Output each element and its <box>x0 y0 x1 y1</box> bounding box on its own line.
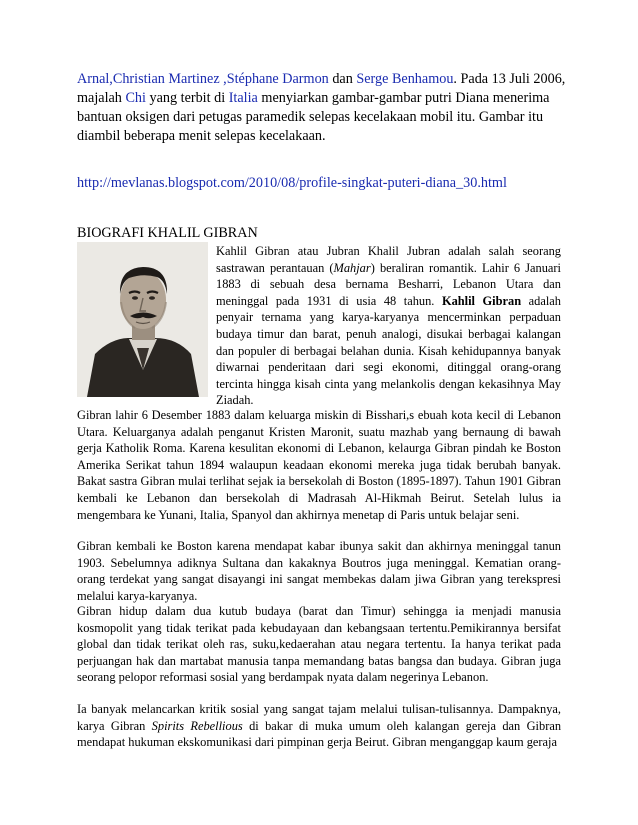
text-segment: . Pada 13 Juli 2006, majalah <box>77 71 566 106</box>
chi-link[interactable]: Chi <box>125 90 146 106</box>
and-word: dan <box>328 71 357 87</box>
source-url-link[interactable]: http://mevlanas.blogspot.com/2010/08/profile-singkat-puteri-diana_30.html <box>77 175 507 191</box>
mahjar-term: Mahjar <box>333 260 371 275</box>
intro-paragraph <box>216 243 561 409</box>
text-segment: adalah penyair ternama yang karya-karyanya mencerminkan perpaduan budaya timur dan barat, penuh analogi, disukai berbagai kalangan dan populer di berbagai belahan dunia. Kisah kehidupannya banyak diwarnai penderitaan dari segi ekonomi, ditinggal orang-orang tercinta hingga kisah cinta yang melankolis dengan kekasihnya May Ziadah. <box>216 293 561 408</box>
text-segment: ) beraliran romantik. Lahir 6 Januari 1883 di sebuah desa bernama Besharri, Lebanon Utara dan meninggal pada 1931 di usia 48 tahun. <box>216 260 561 308</box>
bold-name: Kahlil Gibran <box>441 293 522 308</box>
text-segment: Kahlil Gibran atau Jubran Khalil Jubran adalah salah seorang sastrawan perantauan ( <box>216 244 561 275</box>
text-segment: di bakar di muka umum oleh kalangan gereja dan Gibran mendapat hukuman ekskomunikasi dari pimpinan gerja Beirut. Gibran menganggap kaum geraja <box>77 718 562 750</box>
italia-link[interactable]: Italia <box>228 90 258 106</box>
paragraph-two-cultures: Gibran hidup dalam dua kutub budaya (barat dan Timur) sehingga ia menjadi manusia kosmopolit yang tidak terikat pada kebudayaan dan kebangsaan tertentu.Pemikirannya bersifat global dan tidak terikat oleh ras, suku,kedaerahan atau negara tertentu. Ia hanya terikat pada perjuangan hak dan martabat manusia tanpa memandang batas bangsa dan budaya. Gibran juga seorang pelopor reformasi sosial yang berdampak nyata dalam negerinya Lebanon. <box>77 604 561 685</box>
text-segment: yang terbit di <box>145 90 229 106</box>
paragraph-return-boston: Gibran kembali ke Boston karena mendapat kabar ibunya sakit dan akhirnya meninggal tanun 1903. Sebelumnya adiknya Sultana dan kakaknya Boutros juga meninggal. Kematian orang-orang terdekat yang sangat disayangi ini sangat membekas dalam jiwa Gibran yang terekspresi melalui karya-karyanya. <box>77 539 561 603</box>
paragraph-birth: Gibran lahir 6 Desember 1883 dalam keluarga miskin di Bisshari,s ebuah kota kecil di Lebanon Utara. Keluarganya adalah penganut Kristen Maronit, suatu mazhab yang bernaung di bawah gerja Katholik Roma. Karena kesulitan ekonomi di Lebanon, kelaurga Gibran pindah ke Boston Amerika Serikat tahun 1894 walaupun keadaan ekonomi mereka juga tidak berubah banyak. Bakat sastra Gibran mulai terlihat sejak ia bersekolah di Boston (1895-1897). Tahun 1901 Gibran kembali ke Lebanon dan bersekolah di Madrasah Al-Hikmah Beirut. Setelah lulus ia mengembara ke Yunani, Italia, Spanyol dan akhirnya menetap di Paris untuk belajar seni. <box>77 408 561 522</box>
top-paragraph <box>77 70 567 146</box>
book-title: Spirits Rebellious <box>151 718 243 733</box>
benhamou-link[interactable]: Serge Benhamou <box>356 71 454 87</box>
paragraph-social-critique <box>77 701 561 751</box>
portrait-photo <box>77 242 208 397</box>
section-heading: BIOGRAFI KHALIL GIBRAN <box>77 225 258 241</box>
photographer-names-link[interactable]: Arnal,Christian Martinez ,Stéphane Darmon <box>77 71 329 87</box>
text-segment: menyiarkan gambar-gambar putri Diana menerima bantuan oksigen dari petugas paramedik selepas kecelakaan mobil itu. Gambar itu diambil beberapa menit selepas kecelakaan. <box>77 90 550 144</box>
text-segment: Ia banyak melancarkan kritik sosial yang sangat tajam melalui tulisan-tulisannya. Dampaknya, karya Gibran <box>77 702 561 733</box>
